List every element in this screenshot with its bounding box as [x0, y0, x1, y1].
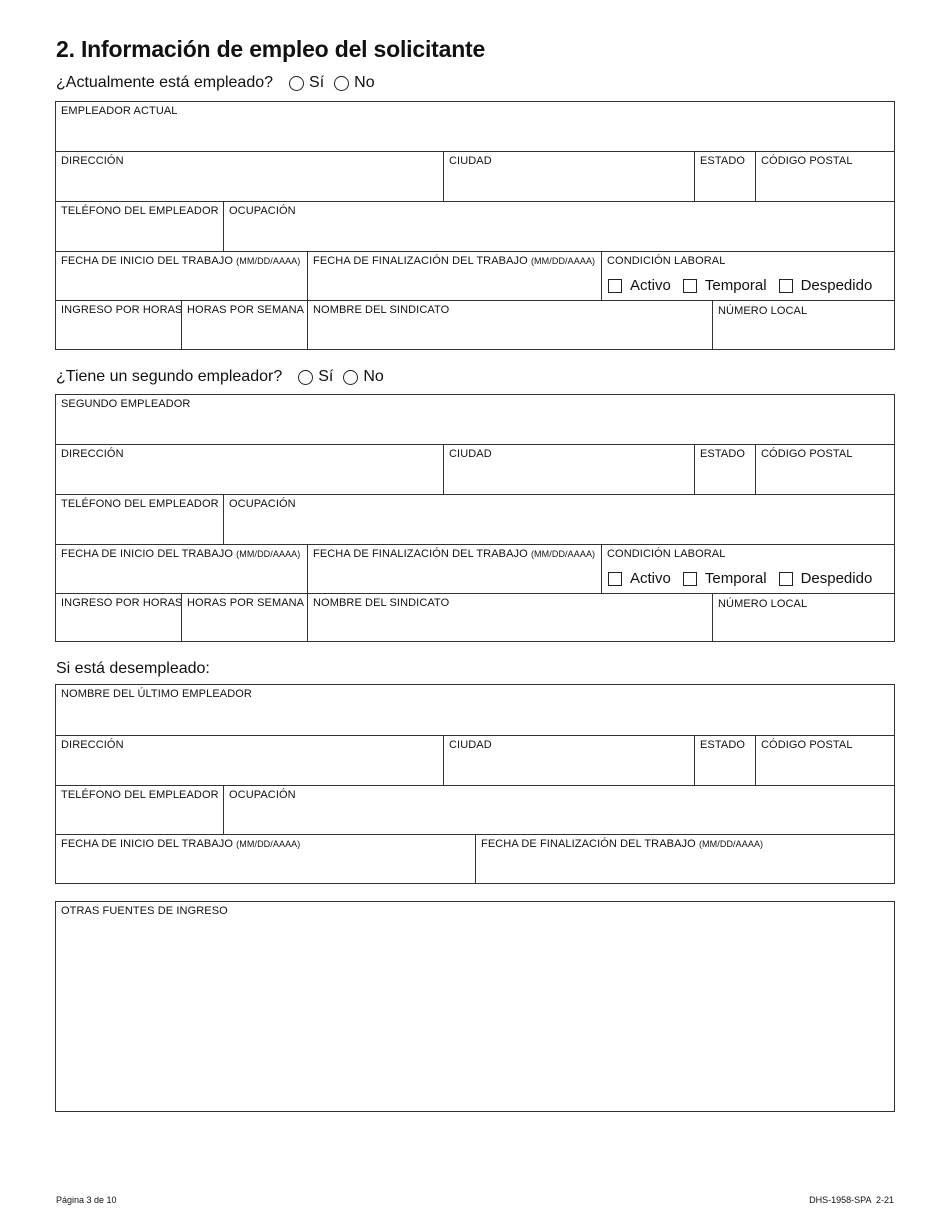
field-label: HORAS POR SEMANA	[187, 304, 305, 316]
field-label: INGRESO POR HORAS	[61, 304, 183, 316]
field-label: OCUPACIÓN	[229, 498, 296, 510]
employed-no-radio[interactable]	[334, 76, 349, 91]
second-yes-label: Sí	[318, 368, 334, 385]
checkbox[interactable]	[683, 572, 697, 586]
current-status-checkboxes	[608, 277, 884, 294]
form-id: DHS-1958-SPA 2-21	[809, 1195, 894, 1205]
field-label: OTRAS FUENTES DE INGRESO	[61, 905, 228, 917]
field-label: OCUPACIÓN	[229, 205, 296, 217]
last-employer-table	[55, 684, 895, 884]
field-label: FECHA DE INICIO DEL TRABAJO (MM/DD/AAAA)	[61, 838, 301, 850]
field-label: ESTADO	[700, 155, 746, 167]
field-label: TELÉFONO DEL EMPLEADOR	[61, 498, 219, 510]
field-label: NÚMERO LOCAL	[718, 598, 808, 610]
current-city-field[interactable]	[443, 151, 694, 201]
employed-yes-radio[interactable]	[289, 76, 304, 91]
field-label: FECHA DE INICIO DEL TRABAJO (MM/DD/AAAA)	[61, 548, 301, 560]
current-status-laid-off[interactable]	[779, 277, 873, 294]
field-label: TELÉFONO DEL EMPLEADOR	[61, 205, 219, 217]
field-label: SEGUNDO EMPLEADOR	[61, 398, 191, 410]
current-employer-table	[55, 101, 895, 350]
field-label: NOMBRE DEL SINDICATO	[313, 597, 450, 609]
second-status-checkboxes	[608, 570, 884, 587]
second-no-label: No	[363, 368, 384, 385]
last-employer-field[interactable]	[56, 685, 894, 735]
current-status-temporary[interactable]	[683, 277, 767, 294]
current-start-date-field[interactable]	[56, 251, 307, 300]
second-question-text: ¿Tiene un segundo empleador?	[56, 368, 283, 385]
current-employer-field[interactable]	[56, 102, 894, 151]
employed-no-option[interactable]	[334, 74, 374, 92]
current-status-active[interactable]	[608, 277, 671, 294]
last-occupation-field[interactable]	[223, 785, 894, 834]
last-address-field[interactable]	[56, 735, 443, 785]
last-city-field[interactable]	[443, 735, 694, 785]
second-employer-table	[55, 394, 895, 642]
employed-question-text: ¿Actualmente está empleado?	[56, 74, 274, 91]
second-yes-radio[interactable]	[298, 370, 313, 385]
current-end-date-field[interactable]	[307, 251, 601, 300]
employed-yes-option[interactable]	[289, 74, 324, 92]
second-status-laid-off[interactable]	[779, 570, 873, 587]
second-address-field[interactable]	[56, 444, 443, 494]
field-label: HORAS POR SEMANA	[187, 597, 305, 609]
field-label: ESTADO	[700, 739, 746, 751]
second-hourly-field[interactable]	[56, 593, 181, 641]
second-union-field[interactable]	[307, 593, 712, 641]
last-start-date-field[interactable]	[56, 834, 475, 883]
last-phone-field[interactable]	[56, 785, 223, 834]
current-occupation-field[interactable]	[223, 201, 894, 251]
field-label: CIUDAD	[449, 448, 492, 460]
current-state-field[interactable]	[694, 151, 755, 201]
second-status-field	[601, 544, 894, 593]
second-employer-question	[56, 368, 384, 386]
current-union-field[interactable]	[307, 300, 712, 349]
second-status-temporary[interactable]	[683, 570, 767, 587]
field-label: CÓDIGO POSTAL	[761, 448, 853, 460]
checkbox-label: Despedido	[800, 277, 873, 294]
current-status-field	[601, 251, 894, 300]
checkbox-label: Temporal	[704, 570, 767, 587]
field-label: CIUDAD	[449, 155, 492, 167]
field-label: CONDICIÓN LABORAL	[607, 548, 726, 560]
current-local-field[interactable]	[712, 300, 894, 349]
field-label: CONDICIÓN LABORAL	[607, 255, 726, 267]
current-address-field[interactable]	[56, 151, 443, 201]
current-phone-field[interactable]	[56, 201, 223, 251]
checkbox-label: Temporal	[704, 277, 767, 294]
current-hours-week-field[interactable]	[181, 300, 307, 349]
employed-no-label: No	[354, 74, 375, 91]
second-phone-field[interactable]	[56, 494, 223, 544]
field-label: NOMBRE DEL SINDICATO	[313, 304, 450, 316]
second-zip-field[interactable]	[755, 444, 894, 494]
second-start-date-field[interactable]	[56, 544, 307, 593]
unemployed-heading: Si está desempleado:	[56, 660, 210, 677]
field-label: NÚMERO LOCAL	[718, 305, 808, 317]
field-label: FECHA DE INICIO DEL TRABAJO (MM/DD/AAAA)	[61, 255, 301, 267]
field-label: FECHA DE FINALIZACIÓN DEL TRABAJO (MM/DD/AAAA)	[481, 838, 764, 850]
field-label: FECHA DE FINALIZACIÓN DEL TRABAJO (MM/DD/AAAA)	[313, 548, 596, 560]
second-end-date-field[interactable]	[307, 544, 601, 593]
second-no-radio[interactable]	[343, 370, 358, 385]
second-yes-option[interactable]	[298, 368, 333, 386]
second-local-field[interactable]	[712, 593, 894, 641]
field-label: CIUDAD	[449, 739, 492, 751]
employed-yes-label: Sí	[309, 74, 325, 91]
checkbox-label: Despedido	[800, 570, 873, 587]
field-label: DIRECCIÓN	[61, 739, 124, 751]
second-hours-week-field[interactable]	[181, 593, 307, 641]
second-state-field[interactable]	[694, 444, 755, 494]
last-state-field[interactable]	[694, 735, 755, 785]
field-label: OCUPACIÓN	[229, 789, 296, 801]
second-employer-field[interactable]	[56, 395, 894, 444]
second-occupation-field[interactable]	[223, 494, 894, 544]
last-zip-field[interactable]	[755, 735, 894, 785]
field-label: ESTADO	[700, 448, 746, 460]
checkbox[interactable]	[608, 279, 622, 293]
checkbox[interactable]	[779, 572, 793, 586]
field-label: DIRECCIÓN	[61, 155, 124, 167]
checkbox[interactable]	[608, 572, 622, 586]
field-label: TELÉFONO DEL EMPLEADOR	[61, 789, 219, 801]
employed-question	[56, 74, 375, 92]
last-end-date-field[interactable]	[475, 834, 894, 883]
checkbox-label: Activo	[630, 570, 671, 587]
checkbox[interactable]	[683, 279, 697, 293]
current-hourly-field[interactable]	[56, 300, 181, 349]
second-no-option[interactable]	[343, 368, 383, 386]
checkbox-label: Activo	[630, 277, 671, 294]
field-label: CÓDIGO POSTAL	[761, 739, 853, 751]
current-zip-field[interactable]	[755, 151, 894, 201]
second-status-active[interactable]	[608, 570, 671, 587]
field-label: INGRESO POR HORAS	[61, 597, 183, 609]
section-title: 2. Información de empleo del solicitante	[56, 36, 486, 62]
field-label: FECHA DE FINALIZACIÓN DEL TRABAJO (MM/DD/AAAA)	[313, 255, 596, 267]
field-label: EMPLEADOR ACTUAL	[61, 105, 178, 117]
second-city-field[interactable]	[443, 444, 694, 494]
checkbox[interactable]	[779, 279, 793, 293]
other-income-field[interactable]	[55, 901, 895, 1112]
field-label: DIRECCIÓN	[61, 448, 124, 460]
field-label: NOMBRE DEL ÚLTIMO EMPLEADOR	[61, 688, 252, 700]
page-number: Página 3 de 10	[56, 1195, 117, 1205]
field-label: CÓDIGO POSTAL	[761, 155, 853, 167]
